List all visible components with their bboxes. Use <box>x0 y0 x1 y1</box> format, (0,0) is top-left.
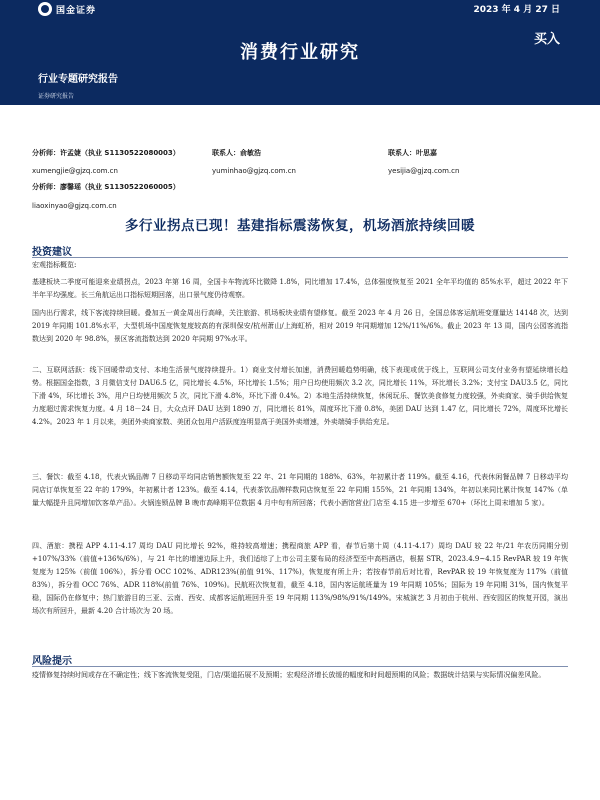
company-logo <box>38 2 96 16</box>
report-type: 行业专题研究报告 <box>38 74 118 85</box>
section-subtitle: 宏观指标概览: <box>32 261 77 269</box>
section-divider <box>32 257 568 258</box>
section-title-investment: 投资建议 <box>32 247 72 258</box>
paragraph-catering: 三、餐饮：截至 4.18，代表火锅品牌 7 日移动平均同店销售额恢复至 22 年、21 年同期的 188%、63%，年初累计者 119%。截至 4.16，代表休闲餐品牌 7 日移动平均同店订单恢复至 22 年的 179%，年初累计者 123%。截至 4.14，代表茶饮品牌样数同店恢复至 22 年同期 155%，21 年同期 134%，年初以来同比累计恢复 147%（单量大幅提升且同增加饮客单产品）。火锅连锁品牌 B 晚市高峰期平位数据 4 月中旬有所回落；代表小酒馆营业门店至 4.15 进一步增至 670+（环比上周末增加 5 家）。 <box>32 473 568 507</box>
paragraph-internet: 二、互联网活跃：线下回暖带动支付、本地生活景气度持续提升。1）商业支付增长加速，消费回暖趋势明确，线下表现或优于线上，互联网公司支付业务有望延续增长趋势。根据国金指数，3 月微信支付 DAU6.5 亿，同比增长 4.5%，环比增长 1.5%；用户日均使用频次 3.2 次，同比增长 11%，环比增长 3.2%；支付宝 DAU3.5 亿，同比下滑 4%，环比增长 3%，用户日均使用频次 5 次，同比下滑 4.8%，环比下滑 0.4%。2）本地生活持续恢复，休闲玩乐、餐饮美食修复力度较强，外卖商家、骑手供给恢复力度超过需求恢复力度。4 月 18－24 日，大众点评 DAU 达到 1890 万，同比增长 81%，周度环比下滑 0.8%，美团 DAU 达到 1.47 亿，同比增长 72%，周度环比增长 4.2%。2023 年 1 月以来，美团外卖商家数、美团众包用户活跃度连明显高于美国外卖增速，外卖端骑手供给充足。 <box>32 366 568 426</box>
header-band <box>0 0 600 105</box>
logo-icon <box>38 2 52 16</box>
analyst-1: 分析师：许孟婕（执业 S1130522080003） <box>32 149 180 157</box>
page-title: 消费行业研究 <box>240 42 360 63</box>
rating-badge: 买入 <box>533 32 560 47</box>
contact-1: 联系人：俞敏浩 <box>212 149 261 157</box>
logo-text: 国金证券 <box>56 5 97 16</box>
paragraph-infrastructure: 基建板块二季度可能迎来业绩拐点，2023 年第 16 周，全国卡车物流环比微降 1.8%，同比增加 17.4%，总体强度恢复至 2021 全年平均值的 85%水平，超过 2022 年下半年平均强度。长三角航运出口指标短期回落，出口景气度仍待观察。 <box>32 278 568 299</box>
paragraph-risk: 疫情修复持续时间或存在不确定性；线下客流恢复受阻，门店/渠道拓展不及预期；宏观经济增长放缓的幅度和时间超预期的风险；数据统计结果与实际情况偏差风险。 <box>32 671 546 679</box>
contact-1-email[interactable]: yuminhao@gjzq.com.cn <box>212 167 296 175</box>
analyst-1-email[interactable]: xumengjie@gjzq.com.cn <box>32 167 118 175</box>
analyst-2: 分析师：廖馨瑶（执业 S1130522060005） <box>32 183 180 191</box>
report-subtype: 证券研究报告 <box>38 93 75 100</box>
section-divider <box>32 666 568 667</box>
report-headline: 多行业拐点已现！基建指标震荡恢复，机场酒旅持续回暖 <box>125 218 475 234</box>
contact-2-email[interactable]: yesijia@gjzq.com.cn <box>388 167 460 175</box>
paragraph-hotel-travel: 四、酒旅：携程 APP 4.11-4.17 周均 DAU 同比增长 92%，维持较高增速；携程商旅 APP 看，春节后第十周（4.11-4.17）周均 DAU 较 22 年/21 年农历同期分别+107%/33%（前值+136%/6%），与 21 年比的增速边际上升，我们适综了上市公司主要布局的经济型至中高档酒店，根据 STR，2023.4.9~4.15 RevPAR 较 19 年恢复度为 125%（前值 106%），拆分看 OCC 102%、ADR123%(前值 91%、117%)，恢复度有所上升；若按春节前后对比看，RevPAR 较 19 年恢复度为 117%（前值 83%），拆分看 OCC 76%、ADR 118%(前值 76%、109%)。民航班次恢复看，截至 4.18，国内客运航班量为 19 年同期 105%；国际为 19 年同期 31%，国内恢复平稳，国际仍在修复中；热门旅游目的三亚、云南、西安、成都客运航班回升至 19 年同期 113%/98%/91%/149%。宋城演艺 3 月初由于杭州、西安园区的恢复开园，演出场次有所回升，最新 4.20 合计场次为 20 场。 <box>32 542 568 615</box>
contact-2: 联系人：叶思嘉 <box>388 149 437 157</box>
analyst-2-email[interactable]: liaoxinyao@gjzq.com.cn <box>32 202 117 210</box>
section-title-risk: 风险提示 <box>32 656 72 667</box>
report-date: 2023 年 4 月 27 日 <box>473 5 560 15</box>
paragraph-travel: 国内出行需求，线下客流持续回暖。叠加五一黄金周出行高峰，关注旅游、机场板块业绩有望修复。截至 2023 年 4 月 26 日，全国总体客运航班变運量达 14148 次，达到 2019 年同期 101.8%水平，大型机场中国度恢复度较高的有深圳保安/杭州萧山/上海虹桥，相对 2019 年同期增加 12%/11%/6%。截止 2023 年 13 周，国内公园客流指数达到 2020 年 98.8%，景区客流指数达到 2020 年同期 97%水平。 <box>32 309 568 343</box>
